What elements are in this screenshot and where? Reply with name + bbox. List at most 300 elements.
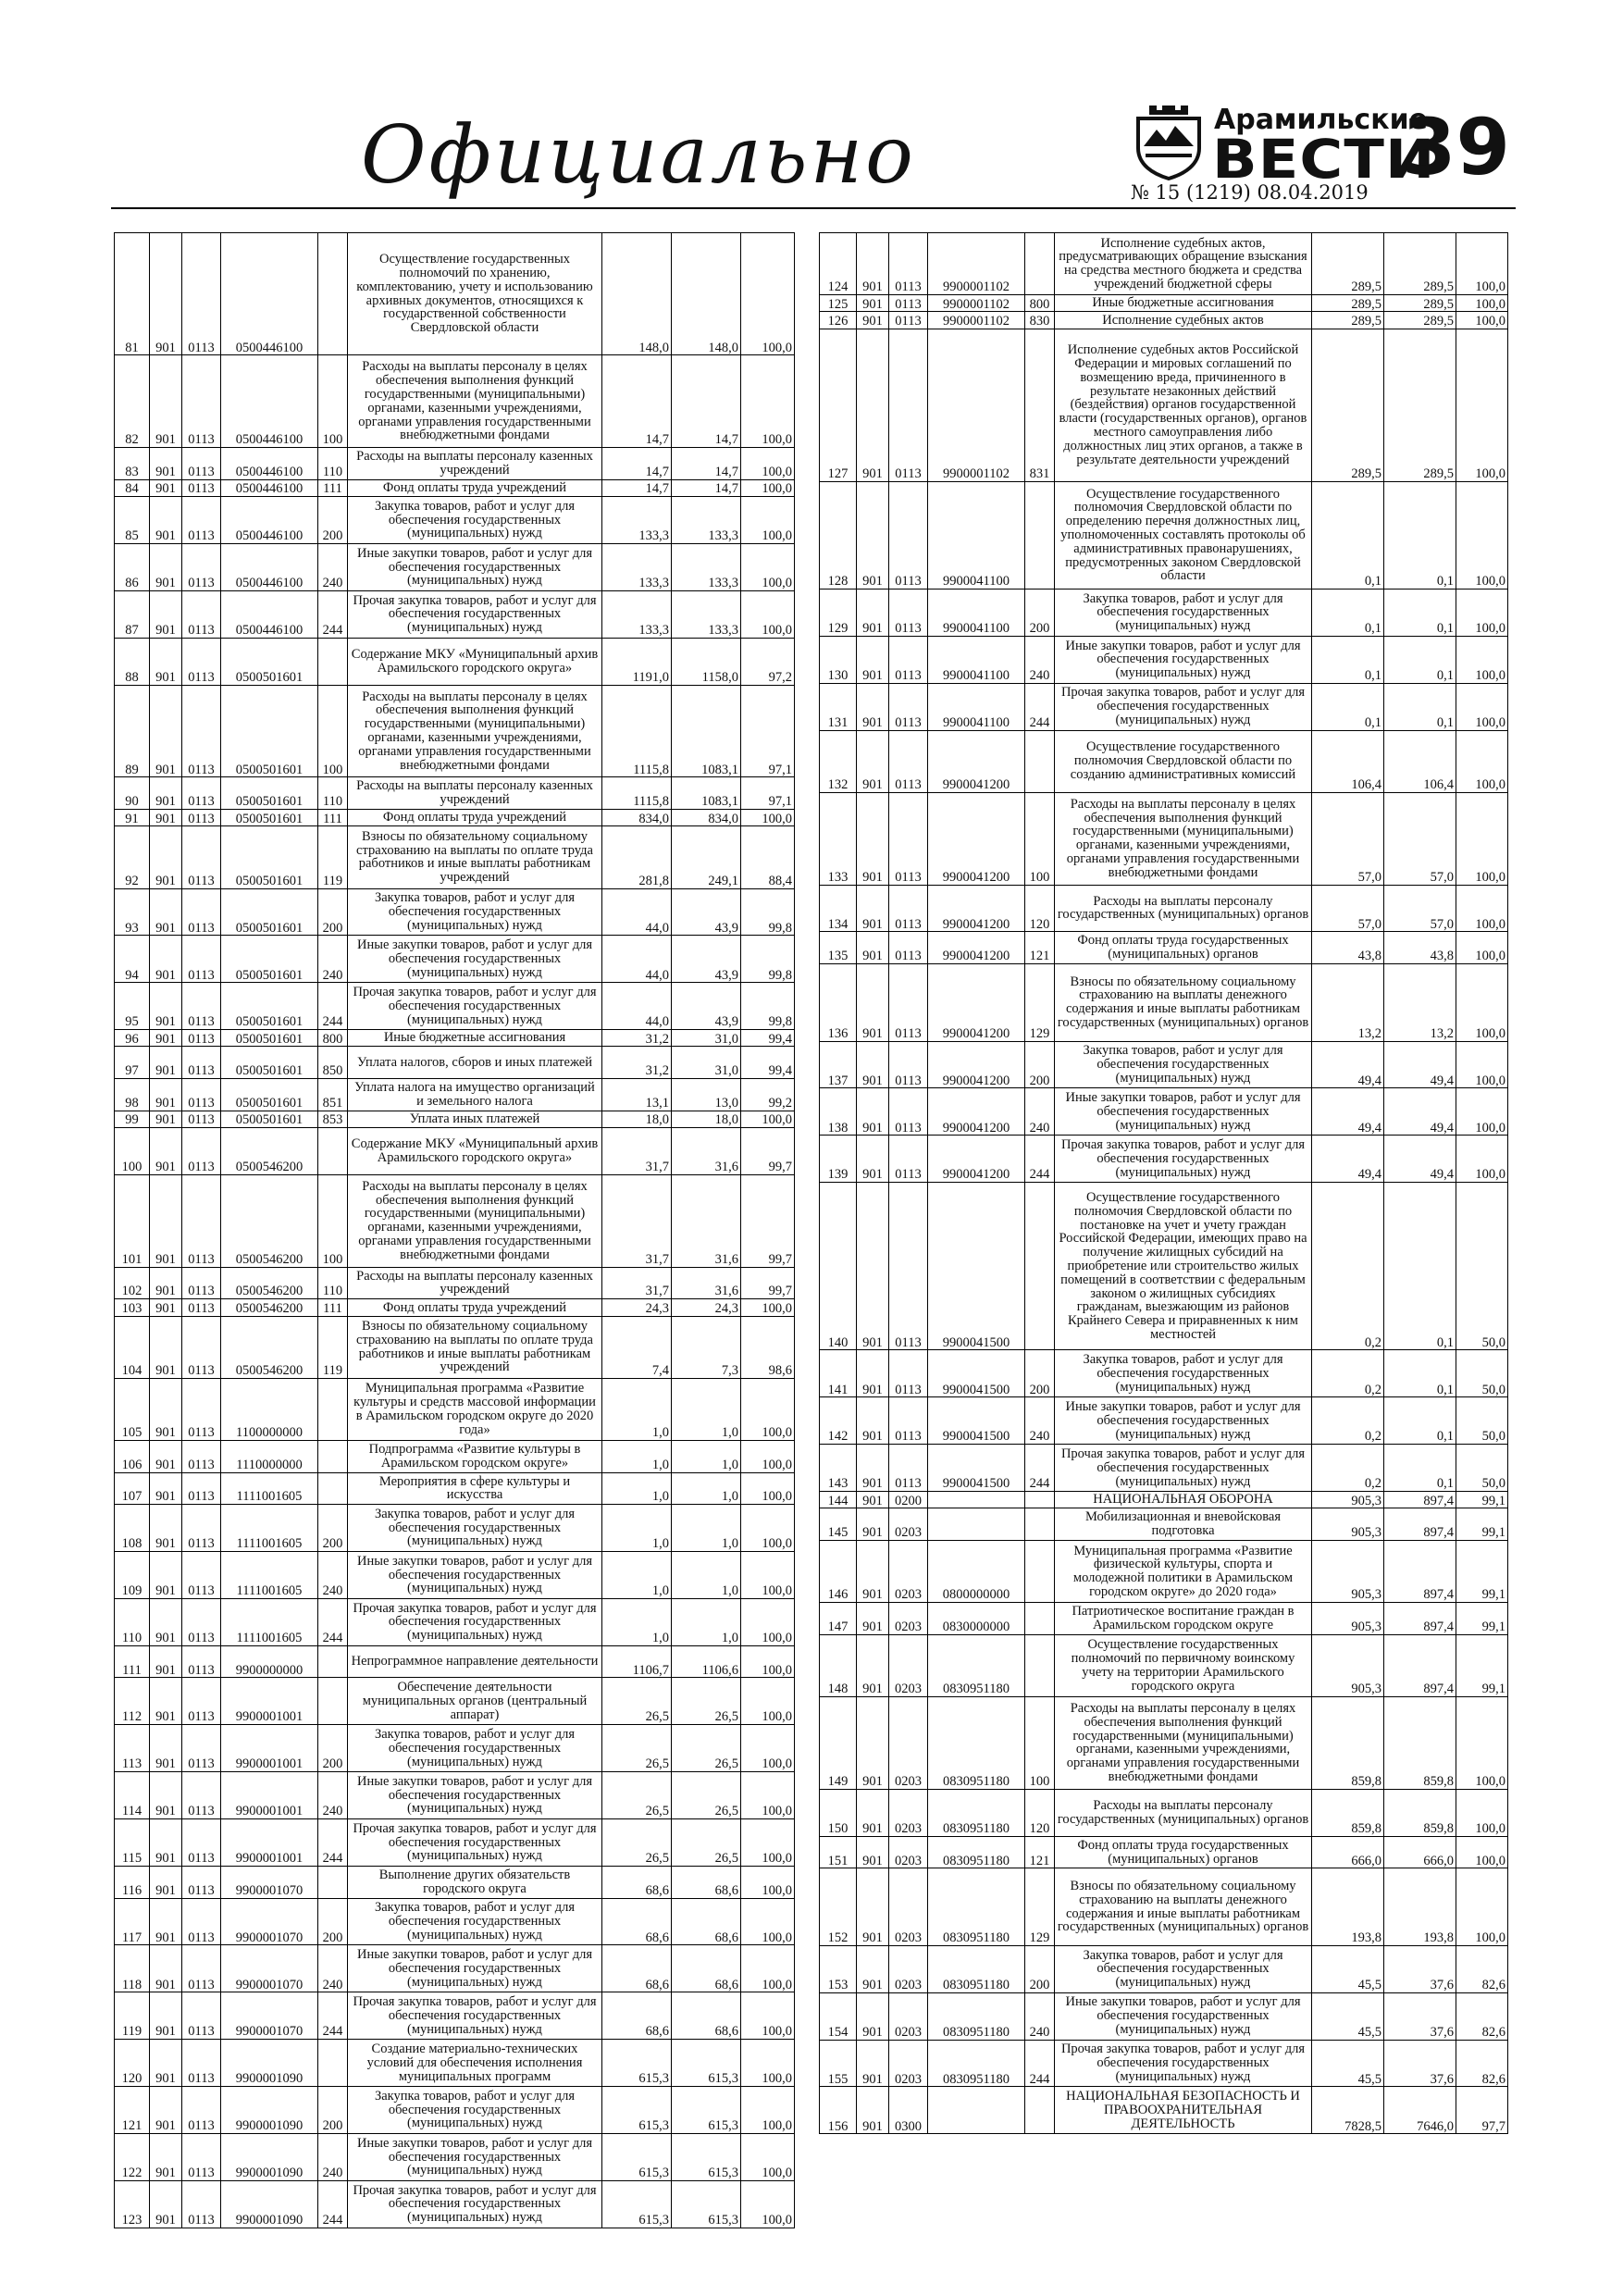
- table-row: [115, 1598, 795, 1645]
- row-number: 117: [115, 1898, 150, 1945]
- actual-amount: 18,0: [672, 1111, 741, 1127]
- table-row: [115, 1552, 795, 1599]
- expense-name: Прочая закупка товаров, работ и услуг для обеспечения государственных (муниципальных) нужд: [348, 1598, 602, 1645]
- execution-percent: 100,0: [741, 1111, 795, 1127]
- expense-type-code: 244: [318, 1992, 348, 2040]
- row-number: 151: [820, 1836, 857, 1868]
- target-code: 9900001102: [928, 329, 1025, 481]
- planned-amount: 13,2: [1312, 964, 1384, 1042]
- execution-percent: 100,0: [741, 355, 795, 448]
- admin-code: 901: [857, 1397, 889, 1445]
- planned-amount: 1115,8: [602, 685, 672, 777]
- execution-percent: 100,0: [741, 1678, 795, 1725]
- section-code: 0113: [182, 777, 221, 810]
- target-code: 0500446100: [221, 497, 318, 544]
- row-number: 88: [115, 638, 150, 685]
- planned-amount: 193,8: [1312, 1868, 1384, 1946]
- actual-amount: 615,3: [672, 2040, 741, 2087]
- execution-percent: 100,0: [1456, 964, 1508, 1042]
- row-number: 135: [820, 932, 857, 964]
- execution-percent: 97,2: [741, 638, 795, 685]
- section-code: 0113: [182, 233, 221, 355]
- row-number: 95: [115, 983, 150, 1030]
- expense-name: Фонд оплаты труда государственных (муниципальных) органов: [1055, 1836, 1312, 1868]
- execution-percent: 99,8: [741, 936, 795, 983]
- expense-type-code: 200: [1025, 1350, 1055, 1397]
- admin-code: 901: [857, 932, 889, 964]
- expense-name: Осуществление государственного полномочия Свердловской области по определению перечня должностных лиц, уполномоченных составлять протоколы об административных правонарушениях, предусмотренных законом Свердловской области: [1055, 481, 1312, 589]
- expense-type-code: 100: [1025, 1697, 1055, 1790]
- table-row: [820, 2040, 1508, 2087]
- target-code: 1111001605: [221, 1472, 318, 1505]
- planned-amount: 1,0: [602, 1440, 672, 1472]
- admin-code: 901: [857, 1789, 889, 1836]
- expense-type-code: [1025, 233, 1055, 295]
- expense-name: Прочая закупка товаров, работ и услуг для обеспечения государственных (муниципальных) нужд: [1055, 683, 1312, 730]
- execution-percent: 100,0: [741, 1505, 795, 1552]
- actual-amount: 14,7: [672, 479, 741, 496]
- table-row: [115, 1898, 795, 1945]
- actual-amount: 834,0: [672, 810, 741, 826]
- target-code: 9900001102: [928, 233, 1025, 295]
- planned-amount: 615,3: [602, 2087, 672, 2134]
- header-rule: [111, 207, 1516, 209]
- execution-percent: 97,7: [1456, 2087, 1508, 2134]
- planned-amount: 1,0: [602, 1472, 672, 1505]
- row-number: 131: [820, 683, 857, 730]
- target-code: 0500501601: [221, 1030, 318, 1047]
- expense-type-code: [1025, 1541, 1055, 1603]
- row-number: 112: [115, 1678, 150, 1725]
- expense-name: Осуществление государственного полномочия Свердловской области по постановке на учет и учету граждан Российской Федерации, имеющих право на получение жилищных субсидий на приобретение или строительство жилых помещений в соответствии с федеральным законом о жилищных субсидиях гражданам, выезжающим из районов Крайнего Севера и приравненных к ним местностей: [1055, 1183, 1312, 1350]
- target-code: 9900041100: [928, 683, 1025, 730]
- table-row: [115, 638, 795, 685]
- planned-amount: 133,3: [602, 543, 672, 590]
- expense-type-code: [318, 1472, 348, 1505]
- planned-amount: 31,7: [602, 1127, 672, 1174]
- section-code: 0113: [182, 826, 221, 888]
- section-code: 0113: [182, 936, 221, 983]
- actual-amount: 1158,0: [672, 638, 741, 685]
- row-number: 110: [115, 1598, 150, 1645]
- row-number: 126: [820, 312, 857, 329]
- section-code: 0113: [889, 932, 928, 964]
- target-code: 0800000000: [928, 1541, 1025, 1603]
- planned-amount: 1191,0: [602, 638, 672, 685]
- admin-code: 901: [857, 1697, 889, 1790]
- planned-amount: 31,7: [602, 1174, 672, 1267]
- admin-code: 901: [150, 543, 182, 590]
- expense-type-code: 200: [318, 1898, 348, 1945]
- expense-name: Иные закупки товаров, работ и услуг для обеспечения государственных (муниципальных) нужд: [348, 2133, 602, 2180]
- row-number: 113: [115, 1725, 150, 1772]
- table-row: [115, 1174, 795, 1267]
- planned-amount: 31,2: [602, 1030, 672, 1047]
- expense-name: Уплата налогов, сборов и иных платежей: [348, 1047, 602, 1079]
- admin-code: 901: [150, 810, 182, 826]
- section-code: 0113: [182, 1992, 221, 2040]
- expense-type-code: [318, 1440, 348, 1472]
- row-number: 96: [115, 1030, 150, 1047]
- actual-amount: 0,1: [1384, 589, 1456, 636]
- planned-amount: 1,0: [602, 1378, 672, 1440]
- actual-amount: 249,1: [672, 826, 741, 888]
- target-code: 0500446100: [221, 543, 318, 590]
- expense-type-code: 853: [318, 1111, 348, 1127]
- expense-name: Закупка товаров, работ и услуг для обеспечения государственных (муниципальных) нужд: [348, 1725, 602, 1772]
- admin-code: 901: [857, 1136, 889, 1183]
- budget-table-right: [819, 232, 1508, 2134]
- row-number: 97: [115, 1047, 150, 1079]
- target-code: 0500501601: [221, 777, 318, 810]
- planned-amount: 45,5: [1312, 2040, 1384, 2087]
- section-code: 0113: [889, 964, 928, 1042]
- expense-name: Фонд оплаты труда учреждений: [348, 479, 602, 496]
- row-number: 81: [115, 233, 150, 355]
- target-code: 1110000000: [221, 1440, 318, 1472]
- table-row: [820, 792, 1508, 885]
- expense-type-code: 244: [318, 2180, 348, 2228]
- expense-name: Подпрограмма «Развитие культуры в Арамильском городском округе»: [348, 1440, 602, 1472]
- target-code: 9900001102: [928, 312, 1025, 329]
- expense-type-code: 240: [318, 2133, 348, 2180]
- row-number: 123: [115, 2180, 150, 2228]
- actual-amount: 897,4: [1384, 1492, 1456, 1508]
- expense-type-code: 200: [318, 497, 348, 544]
- planned-amount: 14,7: [602, 479, 672, 496]
- table-row: [115, 2133, 795, 2180]
- row-number: 122: [115, 2133, 150, 2180]
- actual-amount: 897,4: [1384, 1541, 1456, 1603]
- admin-code: 901: [150, 2133, 182, 2180]
- admin-code: 901: [150, 1552, 182, 1599]
- table-row: [820, 636, 1508, 683]
- execution-percent: 100,0: [741, 1725, 795, 1772]
- expense-name: Содержание МКУ «Муниципальный архив Арамильского городского округа»: [348, 638, 602, 685]
- section-code: 0113: [182, 1378, 221, 1440]
- table-row: [820, 964, 1508, 1042]
- admin-code: 901: [150, 233, 182, 355]
- target-code: 9900041200: [928, 932, 1025, 964]
- planned-amount: 615,3: [602, 2133, 672, 2180]
- table-row: [820, 1992, 1508, 2040]
- execution-percent: 100,0: [741, 1299, 795, 1316]
- expense-type-code: 240: [1025, 636, 1055, 683]
- section-code: 0203: [889, 1868, 928, 1946]
- planned-amount: 68,6: [602, 1898, 672, 1945]
- section-code: 0113: [889, 885, 928, 932]
- execution-percent: 100,0: [741, 2133, 795, 2180]
- row-number: 93: [115, 888, 150, 936]
- execution-percent: 100,0: [741, 497, 795, 544]
- admin-code: 901: [150, 777, 182, 810]
- row-number: 82: [115, 355, 150, 448]
- target-code: 0500546200: [221, 1316, 318, 1378]
- row-number: 128: [820, 481, 857, 589]
- actual-amount: 37,6: [1384, 1992, 1456, 2040]
- table-row: [820, 1603, 1508, 1635]
- planned-amount: 905,3: [1312, 1634, 1384, 1696]
- actual-amount: 68,6: [672, 1866, 741, 1898]
- target-code: 9900041100: [928, 636, 1025, 683]
- planned-amount: 31,7: [602, 1267, 672, 1299]
- expense-type-code: [318, 1866, 348, 1898]
- row-number: 84: [115, 479, 150, 496]
- table-row: [115, 1772, 795, 1819]
- section-code: 0113: [182, 355, 221, 448]
- table-row: [820, 1041, 1508, 1088]
- expense-name: Муниципальная программа «Развитие физической культуры, спорта и молодежной политики в Арамильском городском округе» до 2020 года»: [1055, 1541, 1312, 1603]
- expense-name: Расходы на выплаты персоналу в целях обеспечения выполнения функций государственными (муниципальными) органами, казенными учреждениями, органами управления государственными внебюджетными фондами: [348, 355, 602, 448]
- row-number: 92: [115, 826, 150, 888]
- expense-type-code: 800: [318, 1030, 348, 1047]
- table-row: [115, 1992, 795, 2040]
- row-number: 139: [820, 1136, 857, 1183]
- expense-type-code: 244: [318, 983, 348, 1030]
- section-code: 0113: [889, 1088, 928, 1136]
- execution-percent: 99,4: [741, 1030, 795, 1047]
- admin-code: 901: [857, 589, 889, 636]
- actual-amount: 0,1: [1384, 481, 1456, 589]
- row-number: 130: [820, 636, 857, 683]
- admin-code: 901: [857, 1634, 889, 1696]
- actual-amount: 31,6: [672, 1267, 741, 1299]
- expense-type-code: [318, 1127, 348, 1174]
- row-number: 144: [820, 1492, 857, 1508]
- actual-amount: 68,6: [672, 1992, 741, 2040]
- planned-amount: 26,5: [602, 1725, 672, 1772]
- expense-name: Иные бюджетные ассигнования: [348, 1030, 602, 1047]
- expense-type-code: 120: [1025, 1789, 1055, 1836]
- target-code: 9900001090: [221, 2087, 318, 2134]
- expense-name: Муниципальная программа «Развитие культуры и средств массовой информации в Арамильском городском округе до 2020 года»: [348, 1378, 602, 1440]
- actual-amount: 49,4: [1384, 1136, 1456, 1183]
- target-code: 9900041100: [928, 589, 1025, 636]
- expense-name: Осуществление государственного полномочия Свердловской области по созданию административных комиссий: [1055, 730, 1312, 792]
- target-code: 0500446100: [221, 448, 318, 480]
- admin-code: 901: [857, 1992, 889, 2040]
- actual-amount: 68,6: [672, 1945, 741, 1992]
- row-number: 98: [115, 1079, 150, 1111]
- table-row: [820, 233, 1508, 295]
- row-number: 99: [115, 1111, 150, 1127]
- actual-amount: 133,3: [672, 590, 741, 638]
- table-row: [820, 1634, 1508, 1696]
- section-code: 0113: [182, 448, 221, 480]
- admin-code: 901: [857, 636, 889, 683]
- admin-code: 901: [150, 1378, 182, 1440]
- expense-type-code: 200: [318, 888, 348, 936]
- admin-code: 901: [857, 1508, 889, 1541]
- planned-amount: 106,4: [1312, 730, 1384, 792]
- table-row: [115, 1299, 795, 1316]
- table-row: [115, 1047, 795, 1079]
- actual-amount: 26,5: [672, 1772, 741, 1819]
- expense-name: Закупка товаров, работ и услуг для обеспечения государственных (муниципальных) нужд: [348, 1505, 602, 1552]
- table-row: [115, 1472, 795, 1505]
- planned-amount: 49,4: [1312, 1088, 1384, 1136]
- expense-name: Уплата налога на имущество организаций и земельного налога: [348, 1079, 602, 1111]
- planned-amount: 289,5: [1312, 329, 1384, 481]
- actual-amount: 31,0: [672, 1047, 741, 1079]
- section-code: 0113: [182, 497, 221, 544]
- expense-name: Взносы по обязательному социальному страхованию на выплаты денежного содержания и иные выплаты работникам государственных (муниципальных) органов: [1055, 964, 1312, 1042]
- execution-percent: 100,0: [741, 1945, 795, 1992]
- execution-percent: 100,0: [741, 810, 795, 826]
- section-code: 0203: [889, 1945, 928, 1992]
- actual-amount: 133,3: [672, 543, 741, 590]
- row-number: 137: [820, 1041, 857, 1088]
- expense-type-code: 830: [1025, 312, 1055, 329]
- table-row: [115, 888, 795, 936]
- expense-type-code: 240: [318, 1945, 348, 1992]
- table-row: [820, 1697, 1508, 1790]
- execution-percent: 99,1: [1456, 1492, 1508, 1508]
- execution-percent: 82,6: [1456, 1992, 1508, 2040]
- execution-percent: 100,0: [1456, 233, 1508, 295]
- section-code: 0113: [182, 1472, 221, 1505]
- execution-percent: 82,6: [1456, 1945, 1508, 1992]
- table-row: [115, 1127, 795, 1174]
- execution-percent: 98,6: [741, 1316, 795, 1378]
- target-code: 9900001001: [221, 1678, 318, 1725]
- expense-type-code: 244: [1025, 683, 1055, 730]
- table-row: [115, 1645, 795, 1678]
- section-code: 0113: [889, 1350, 928, 1397]
- admin-code: 901: [857, 233, 889, 295]
- table-row: [115, 1866, 795, 1898]
- table-row: [115, 1378, 795, 1440]
- planned-amount: 24,3: [602, 1299, 672, 1316]
- target-code: 0830951180: [928, 1868, 1025, 1946]
- table-row: [820, 589, 1508, 636]
- section-code: 0113: [889, 1136, 928, 1183]
- planned-amount: 0,1: [1312, 481, 1384, 589]
- table-row: [115, 1111, 795, 1127]
- target-code: 0500446100: [221, 479, 318, 496]
- expense-name: Иные закупки товаров, работ и услуг для обеспечения государственных (муниципальных) нужд: [1055, 1088, 1312, 1136]
- admin-code: 901: [857, 730, 889, 792]
- target-code: 0500501601: [221, 810, 318, 826]
- expense-name: Закупка товаров, работ и услуг для обеспечения государственных (муниципальных) нужд: [348, 497, 602, 544]
- row-number: 150: [820, 1789, 857, 1836]
- actual-amount: 0,1: [1384, 636, 1456, 683]
- expense-name: Закупка товаров, работ и услуг для обеспечения государственных (муниципальных) нужд: [1055, 1945, 1312, 1992]
- section-code: 0113: [182, 685, 221, 777]
- expense-name: Иные закупки товаров, работ и услуг для обеспечения государственных (муниципальных) нужд: [1055, 636, 1312, 683]
- row-number: 129: [820, 589, 857, 636]
- planned-amount: 615,3: [602, 2180, 672, 2228]
- execution-percent: 100,0: [741, 1866, 795, 1898]
- actual-amount: 57,0: [1384, 885, 1456, 932]
- target-code: 0500446100: [221, 590, 318, 638]
- expense-name: Расходы на выплаты персоналу казенных учреждений: [348, 1267, 602, 1299]
- target-code: 9900041200: [928, 885, 1025, 932]
- admin-code: 901: [150, 1992, 182, 2040]
- execution-percent: 100,0: [1456, 312, 1508, 329]
- table-row: [115, 685, 795, 777]
- table-row: [820, 932, 1508, 964]
- planned-amount: 45,5: [1312, 1945, 1384, 1992]
- expense-type-code: 240: [318, 543, 348, 590]
- expense-type-code: [318, 233, 348, 355]
- actual-amount: 0,1: [1384, 1350, 1456, 1397]
- actual-amount: 148,0: [672, 233, 741, 355]
- planned-amount: 615,3: [602, 2040, 672, 2087]
- expense-type-code: 200: [1025, 589, 1055, 636]
- actual-amount: 43,8: [1384, 932, 1456, 964]
- table-row: [115, 1819, 795, 1867]
- section-code: 0113: [889, 233, 928, 295]
- actual-amount: 615,3: [672, 2133, 741, 2180]
- section-code: 0113: [182, 1299, 221, 1316]
- admin-code: 901: [150, 1079, 182, 1111]
- expense-name: Расходы на выплаты персоналу государственных (муниципальных) органов: [1055, 885, 1312, 932]
- expense-type-code: 240: [1025, 1992, 1055, 2040]
- expense-name: Создание материально-технических условий для обеспечения исполнения муниципальных программ: [348, 2040, 602, 2087]
- target-code: 9900001090: [221, 2133, 318, 2180]
- admin-code: 901: [150, 355, 182, 448]
- expense-type-code: [318, 1645, 348, 1678]
- planned-amount: 0,2: [1312, 1445, 1384, 1492]
- execution-percent: 100,0: [741, 543, 795, 590]
- section-code: 0203: [889, 1541, 928, 1603]
- expense-name: Исполнение судебных актов, предусматривающих обращение взыскания на средства местного бюджета и средства учреждений бюджетной сферы: [1055, 233, 1312, 295]
- actual-amount: 1,0: [672, 1598, 741, 1645]
- table-row: [820, 1868, 1508, 1946]
- admin-code: 901: [857, 1836, 889, 1868]
- expense-name: Закупка товаров, работ и услуг для обеспечения государственных (муниципальных) нужд: [1055, 1041, 1312, 1088]
- expense-name: Закупка товаров, работ и услуг для обеспечения государственных (муниципальных) нужд: [1055, 589, 1312, 636]
- section-title: Официально: [361, 109, 916, 202]
- expense-type-code: [318, 1678, 348, 1725]
- actual-amount: 106,4: [1384, 730, 1456, 792]
- execution-percent: 100,0: [741, 2087, 795, 2134]
- row-number: 155: [820, 2040, 857, 2087]
- target-code: 9900041200: [928, 730, 1025, 792]
- expense-type-code: 831: [1025, 329, 1055, 481]
- admin-code: 901: [857, 312, 889, 329]
- section-code: 0113: [182, 1505, 221, 1552]
- target-code: 9900001070: [221, 1992, 318, 2040]
- expense-name: Прочая закупка товаров, работ и услуг для обеспечения государственных (муниципальных) нужд: [348, 2180, 602, 2228]
- target-code: 9900041200: [928, 1041, 1025, 1088]
- expense-type-code: [318, 638, 348, 685]
- table-row: [820, 1789, 1508, 1836]
- execution-percent: 100,0: [1456, 1697, 1508, 1790]
- execution-percent: 100,0: [1456, 683, 1508, 730]
- actual-amount: 1,0: [672, 1552, 741, 1599]
- newspaper-name-main: ВЕСТИ: [1212, 128, 1436, 191]
- row-number: 114: [115, 1772, 150, 1819]
- row-number: 85: [115, 497, 150, 544]
- target-code: [928, 2087, 1025, 2134]
- section-code: 0113: [182, 543, 221, 590]
- expense-name: Взносы по обязательному социальному страхованию на выплаты по оплате труда работников и иные выплаты работникам учреждений: [348, 826, 602, 888]
- section-code: 0113: [889, 1445, 928, 1492]
- table-row: [115, 497, 795, 544]
- target-code: 9900041200: [928, 1136, 1025, 1183]
- admin-code: 901: [857, 1350, 889, 1397]
- execution-percent: 100,0: [741, 1598, 795, 1645]
- table-row: [115, 448, 795, 480]
- admin-code: 901: [150, 1945, 182, 1992]
- section-code: 0113: [182, 2180, 221, 2228]
- table-row: [820, 1183, 1508, 1350]
- row-number: 154: [820, 1992, 857, 2040]
- table-row: [820, 1541, 1508, 1603]
- execution-percent: 100,0: [1456, 329, 1508, 481]
